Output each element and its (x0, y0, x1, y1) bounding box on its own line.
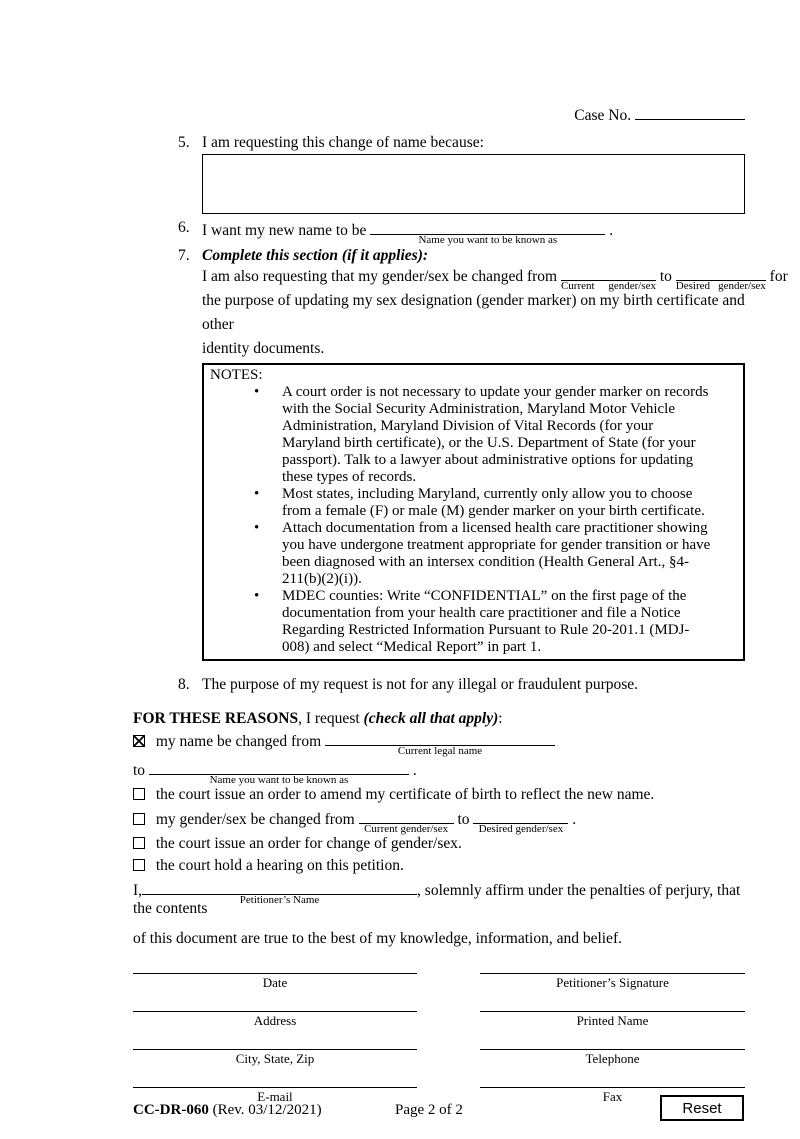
item-7-line1-mid: to (659, 268, 672, 285)
reason-row-hearing (133, 857, 745, 875)
item-7-heading-text: Complete this section (if it applies): (202, 247, 429, 264)
notes-bullet-3: • Attach documentation from a licensed health care practitioner showing you have undergone treatment appropriate for gender transition or have been diagnosed with an intersex condition (Health General Art., §4-211(b)(2)(i)). (282, 520, 715, 588)
reasons-heading-bold: FOR THESE REASONS (133, 710, 299, 727)
notes-box (202, 363, 745, 661)
hearing-checkbox[interactable] (133, 859, 145, 871)
petitioner-signature-line[interactable] (480, 973, 745, 990)
affirmation-line-1 (133, 879, 745, 918)
petitioner-signature-label: Petitioner’s Signature (556, 975, 669, 990)
current-gender-input-7[interactable] (560, 265, 656, 292)
gender-change-mid: to (457, 811, 470, 828)
form-number-footer (133, 1101, 322, 1119)
item-6 (133, 219, 745, 246)
date-label: Date (262, 975, 288, 990)
current-gender-label: Current gender/sex (364, 823, 449, 835)
item-5-text: I am requesting this change of name because: (202, 134, 484, 151)
item-8 (133, 676, 745, 694)
telephone-line[interactable] (480, 1049, 745, 1066)
case-number-input[interactable] (635, 104, 745, 120)
item-8-number: 8. (178, 676, 190, 693)
reason-row-birth-cert (133, 786, 745, 804)
form-page (0, 104, 800, 1139)
item-7-line1-post: for (769, 268, 788, 285)
signature-row-2 (133, 1011, 745, 1028)
desired-gender-label-7: Desired gender/sex (675, 280, 766, 292)
current-legal-name-input[interactable] (325, 730, 555, 757)
notes-bullet-1: • A court order is not necessary to update your gender marker on records with the Social Security Administration, Maryland Motor Vehicle Administration, Maryland Division of Vital Records (for your Maryland birth certificate), or the U.S. Department of State (for your passport). Talk to a lawyer about administrative options for updating these types of records. (282, 384, 715, 486)
notes-bullet-4: • MDEC counties: Write “CONFIDENTIAL” on the first page of the documentation from your health care practitioner and file a Notice Regarding Restricted Information Pursuant to Rule 20-201.1 (MDJ-008) and select “Medical Report” in part 1. (282, 588, 715, 656)
affirmation-pre: I, (133, 882, 143, 899)
birth-cert-checkbox[interactable] (133, 788, 145, 800)
item-7-line-1 (202, 265, 788, 292)
form-revision: (Rev. 03/12/2021) (208, 1102, 322, 1118)
new-name-input-label: Name you want to be known as (418, 234, 558, 246)
petitioner-name-label: Petitioner’s Name (239, 894, 320, 906)
fax-label: Fax (602, 1089, 623, 1104)
item-6-number: 6. (178, 219, 190, 236)
page-indicator: Page 2 of 2 (395, 1102, 463, 1118)
address-line[interactable] (133, 1011, 417, 1028)
item-7-line1-pre: I am also requesting that my gender/sex be changed from (202, 268, 558, 285)
current-gender-label-7: Current gender/sex (560, 280, 656, 292)
gender-order-text: the court issue an order for change of gender/sex. (155, 835, 462, 852)
item-7-number: 7. (178, 247, 190, 264)
notes-title: NOTES: (210, 367, 263, 383)
reason-row-name-change (133, 730, 745, 757)
current-legal-name-label: Current legal name (397, 745, 483, 757)
new-name-input[interactable] (370, 219, 605, 246)
desired-gender-input-7[interactable] (675, 265, 766, 292)
name-change-checkbox[interactable] (133, 735, 145, 747)
form-number: CC-DR-060 (133, 1102, 209, 1118)
gender-change-checkbox[interactable] (133, 813, 145, 825)
item-7-paragraph (133, 265, 788, 361)
reason-row-name-to (133, 759, 745, 786)
signature-block (133, 973, 745, 1104)
city-state-zip-line[interactable] (133, 1049, 417, 1066)
name-change-text: my name be changed from (155, 733, 322, 750)
item-5-number: 5. (178, 134, 190, 151)
item-8-text: The purpose of my request is not for any illegal or fraudulent purpose. (202, 676, 639, 693)
new-name-input-2[interactable] (149, 759, 409, 786)
printed-name-line[interactable] (480, 1011, 745, 1028)
notes-list (210, 384, 735, 656)
desired-gender-input[interactable] (473, 808, 568, 835)
name-change-reason-textbox[interactable] (202, 154, 745, 214)
gender-change-suffix: . (572, 811, 577, 828)
item-7-line-2: the purpose of updating my sex designation (gender marker) on my birth certificate and other (202, 292, 745, 333)
telephone-label: Telephone (585, 1051, 640, 1066)
affirmation-post: , solemnly affirm under the penalties of perjury, that the contents (133, 882, 741, 917)
gender-change-text: my gender/sex be changed from (155, 811, 355, 828)
signature-row-1 (133, 973, 745, 990)
new-name-label-2: Name you want to be known as (209, 774, 349, 786)
gender-order-checkbox[interactable] (133, 837, 145, 849)
reason-row-gender (133, 808, 745, 835)
item-5 (133, 134, 745, 152)
reasons-heading (133, 710, 745, 728)
reasons-heading-end: : (498, 710, 503, 727)
printed-name-label: Printed Name (576, 1013, 649, 1028)
signature-row-3 (133, 1049, 745, 1066)
email-label: E-mail (257, 1089, 293, 1104)
case-number-label: Case No. (574, 107, 632, 124)
item-7-heading (133, 247, 745, 265)
item-6-suffix: . (609, 222, 614, 239)
notes-bullet-2: • Most states, including Maryland, currently only allow you to choose from a female (F) or male (M) gender marker on your birth certificate. (282, 486, 715, 520)
desired-gender-label: Desired gender/sex (478, 823, 564, 835)
name-to-text: to (133, 762, 146, 779)
reasons-heading-italic: (check all that apply) (363, 710, 499, 727)
hearing-text: the court hold a hearing on this petition. (155, 857, 404, 874)
reasons-heading-mid: , I request (298, 710, 364, 727)
city-state-zip-label: City, State, Zip (235, 1051, 315, 1066)
name-to-suffix: . (412, 762, 417, 779)
date-signature-line[interactable] (133, 973, 417, 990)
reason-row-gender-order (133, 835, 745, 853)
address-label: Address (253, 1013, 297, 1028)
birth-cert-text: the court issue an order to amend my certificate of birth to reflect the new name. (155, 786, 655, 803)
affirmation-line-2: of this document are true to the best of my knowledge, information, and belief. (133, 930, 622, 947)
reset-button[interactable]: Reset (660, 1095, 744, 1121)
case-number-row (133, 104, 745, 125)
item-6-text: I want my new name to be (202, 222, 367, 239)
item-7-line-3: identity documents. (202, 340, 325, 357)
petitioner-name-input[interactable] (142, 879, 417, 906)
current-gender-input[interactable] (359, 808, 454, 835)
